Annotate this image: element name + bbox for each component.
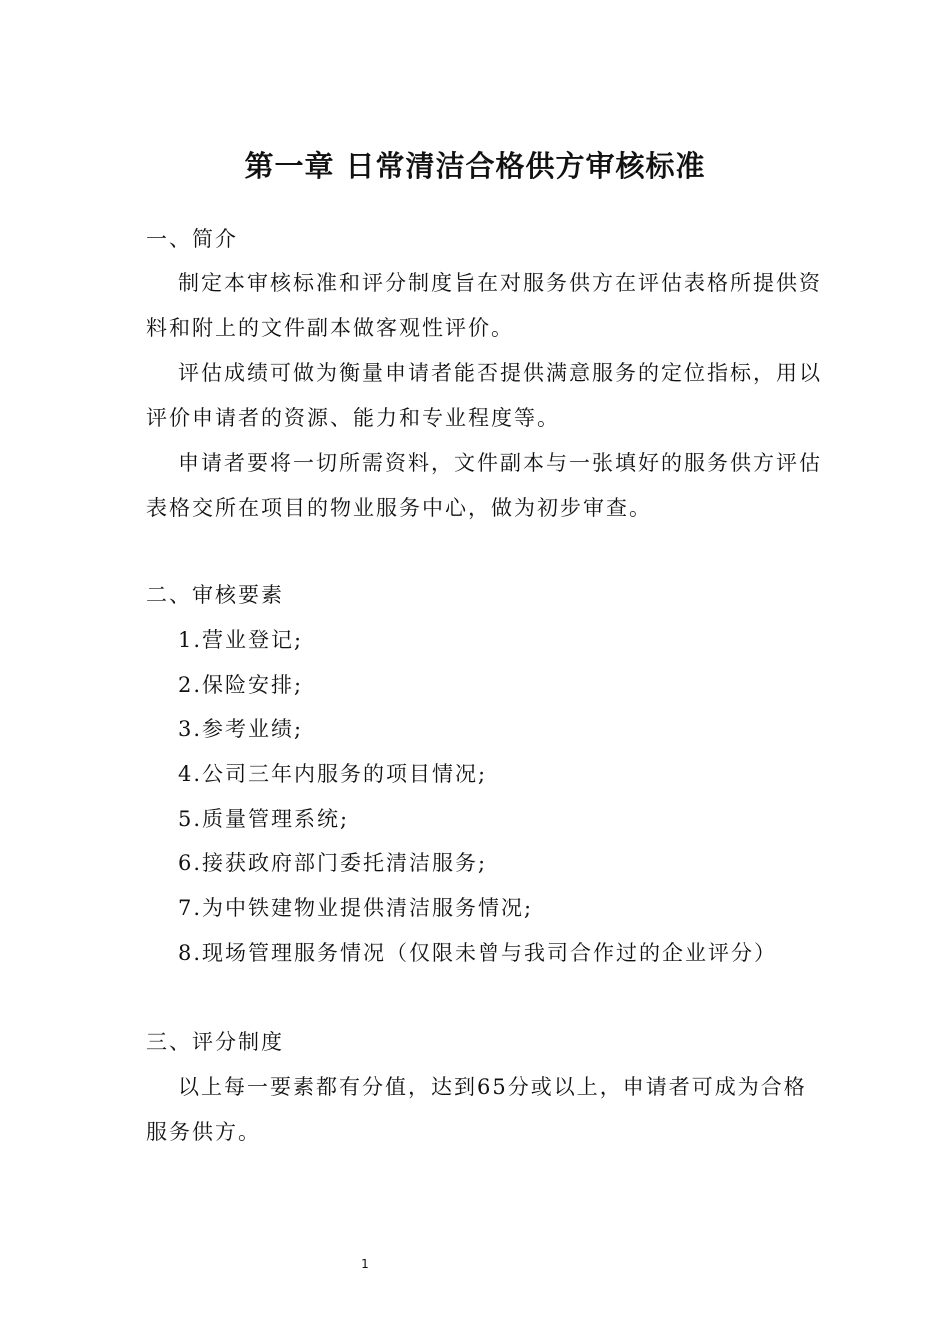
element-item: 2.保险安排;: [178, 673, 304, 697]
element-item: 4.公司三年内服务的项目情况;: [178, 762, 488, 786]
section-heading-scoring: 三、评分制度: [146, 1030, 284, 1054]
intro-paragraph-2-line-2: 评价申请者的资源、能力和专业程度等。: [146, 406, 560, 430]
scoring-paragraph-line-2: 服务供方。: [146, 1120, 261, 1144]
element-item: 3.参考业绩;: [178, 717, 304, 741]
page-number: 1: [361, 1257, 369, 1271]
element-item: 6.接获政府部门委托清洁服务;: [178, 851, 488, 875]
intro-paragraph-1-line-1: 制定本审核标准和评分制度旨在对服务供方在评估表格所提供资: [178, 271, 822, 295]
chapter-title: 第一章 日常清洁合格供方审核标准: [244, 149, 706, 183]
element-item: 8.现场管理服务情况（仅限未曾与我司合作过的企业评分）: [178, 941, 778, 965]
scoring-paragraph-line-1: 以上每一要素都有分值，达到65分或以上，申请者可成为合格: [178, 1075, 807, 1099]
element-item: 5.质量管理系统;: [178, 807, 350, 831]
section-heading-elements: 二、审核要素: [146, 583, 284, 607]
element-item: 1.营业登记;: [178, 628, 304, 652]
intro-paragraph-3-line-2: 表格交所在项目的物业服务中心，做为初步审查。: [146, 496, 652, 520]
element-item: 7.为中铁建物业提供清洁服务情况;: [178, 896, 534, 920]
intro-paragraph-1-line-2: 料和附上的文件副本做客观性评价。: [146, 316, 514, 340]
section-heading-intro: 一、简介: [146, 227, 238, 251]
intro-paragraph-3-line-1: 申请者要将一切所需资料，文件副本与一张填好的服务供方评估: [178, 451, 822, 475]
intro-paragraph-2-line-1: 评估成绩可做为衡量申请者能否提供满意服务的定位指标，用以: [178, 361, 822, 385]
